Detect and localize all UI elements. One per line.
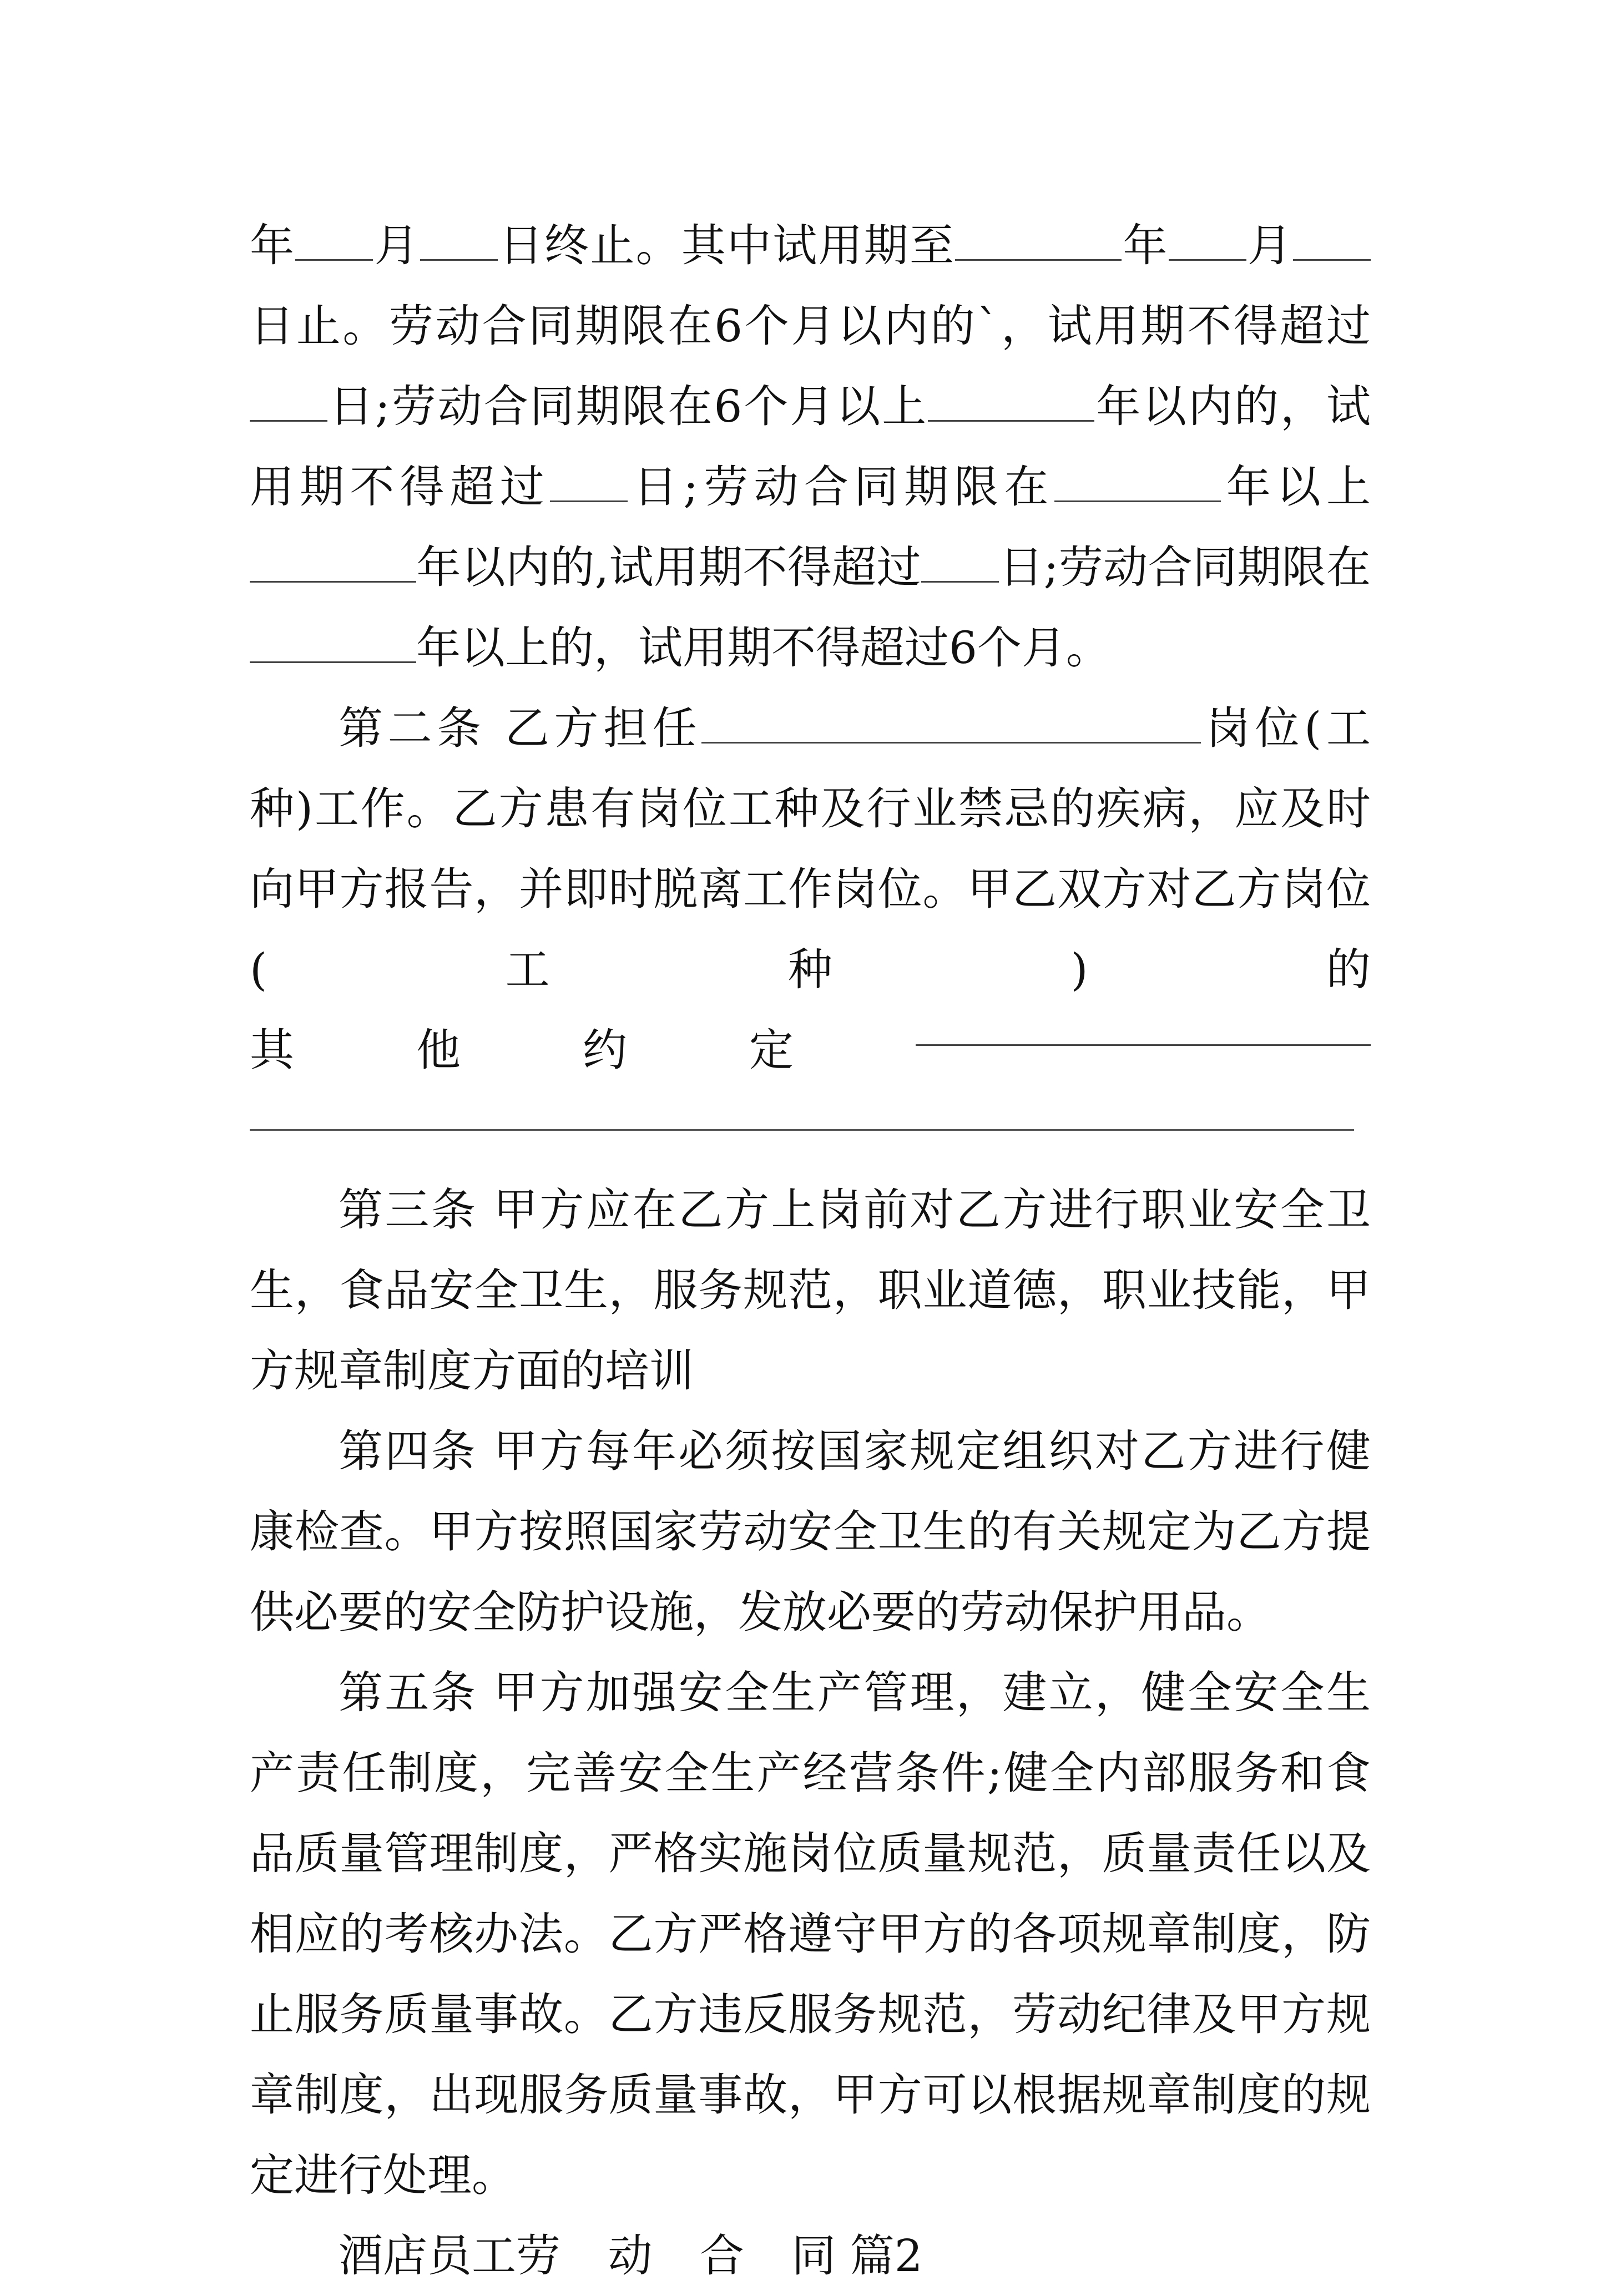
blank-field[interactable] (928, 386, 1094, 422)
article1-text: 日终止。其中试用期至 (497, 220, 956, 271)
article1-text: 日止。劳动合同期限在6个月以内的`，试用期不得超过 (250, 300, 1371, 352)
other-agreement-blank-line[interactable] (250, 1129, 1354, 1131)
blank-field[interactable] (550, 466, 628, 502)
article1-text: 日;劳动合同期限在 (998, 542, 1371, 593)
blank-field[interactable] (250, 627, 416, 663)
blank-field[interactable] (1169, 225, 1246, 261)
article1-text: 不得超过 (350, 461, 550, 513)
spread-char: 定 (749, 1024, 794, 1076)
article3-paragraph: 第三条 甲方应在乙方上岗前对乙方进行职业安全卫生，食品安全卫生，服务规范，职业道德，职业技能，甲方规章制度方面的培训 (250, 1184, 1371, 1397)
article1-text: 年以内的,试用期不得超过 (416, 542, 921, 593)
document-body (250, 205, 1371, 2296)
heading-text: 合 (699, 2230, 744, 2282)
article1-text: 日;劳动合同期限在 (627, 461, 1054, 513)
article2-other-line (250, 1010, 1371, 1090)
article2-text: 第二条 乙方担任 (339, 702, 702, 754)
article4-paragraph: 第四条 甲方每年必须按国家规定组织对乙方进行健康检查。甲方按照国家劳动安全卫生的有关规定为乙方提供必要的安全防护设施，发放必要的劳动保护用品。 (250, 1425, 1371, 1638)
blank-field[interactable] (955, 225, 1122, 261)
article1-text: 年 (250, 220, 296, 271)
spread-char: 他 (416, 1024, 461, 1076)
section-heading (250, 2216, 1371, 2296)
article1-text: 年 (1122, 220, 1169, 271)
article2-text: 岗位(工种)工作。乙方患有岗位工种及行业禁忌的疾病，应及时向甲方报告，并即时脱离工作岗位。甲乙双方对乙方岗位(工种)的 (250, 702, 1371, 995)
other-agreement-blank[interactable] (916, 1010, 1371, 1046)
heading-text: 同 (791, 2230, 836, 2282)
article1-paragraph (250, 205, 1371, 688)
article1-text: 月 (1246, 220, 1294, 271)
heading-text: 酒店员工劳 (339, 2230, 560, 2282)
blank-field[interactable] (295, 225, 373, 261)
blank-field[interactable] (250, 547, 416, 583)
blank-field[interactable] (921, 547, 999, 583)
blank-field[interactable] (1054, 466, 1221, 502)
spread-char: 其 (250, 1024, 294, 1076)
spread-char: 约 (583, 1024, 627, 1076)
heading-text: 篇2 (850, 2230, 923, 2282)
article1-text: 年以上 (1220, 461, 1371, 513)
article1-text: 年以内的，试用期 (250, 381, 1371, 513)
article1-text: 年以上的，试用期不得超过6个月。 (416, 622, 1110, 674)
article1-text: 日;劳动合同期限在6个月以上 (327, 381, 928, 432)
blank-field[interactable] (250, 386, 327, 422)
heading-text: 动 (608, 2230, 653, 2282)
blank-field[interactable] (1293, 225, 1371, 261)
blank-field[interactable] (420, 225, 498, 261)
article2-paragraph (250, 688, 1371, 1010)
article5-paragraph: 第五条 甲方加强安全生产管理，建立，健全安全生产责任制度，完善安全生产经营条件;健全内部服务和食品质量管理制度，严格实施岗位质量规范，质量责任以及相应的考核办法。乙方严格遵守甲方的各项规章制度，防止服务质量事故。乙方违反服务规范，劳动纪律及甲方规章制度，出现服务质量事故，甲方可以根据规章制度的规定进行处理。 (250, 1667, 1371, 2201)
article1-text: 月 (373, 220, 420, 271)
post-blank-field[interactable] (701, 707, 1201, 744)
